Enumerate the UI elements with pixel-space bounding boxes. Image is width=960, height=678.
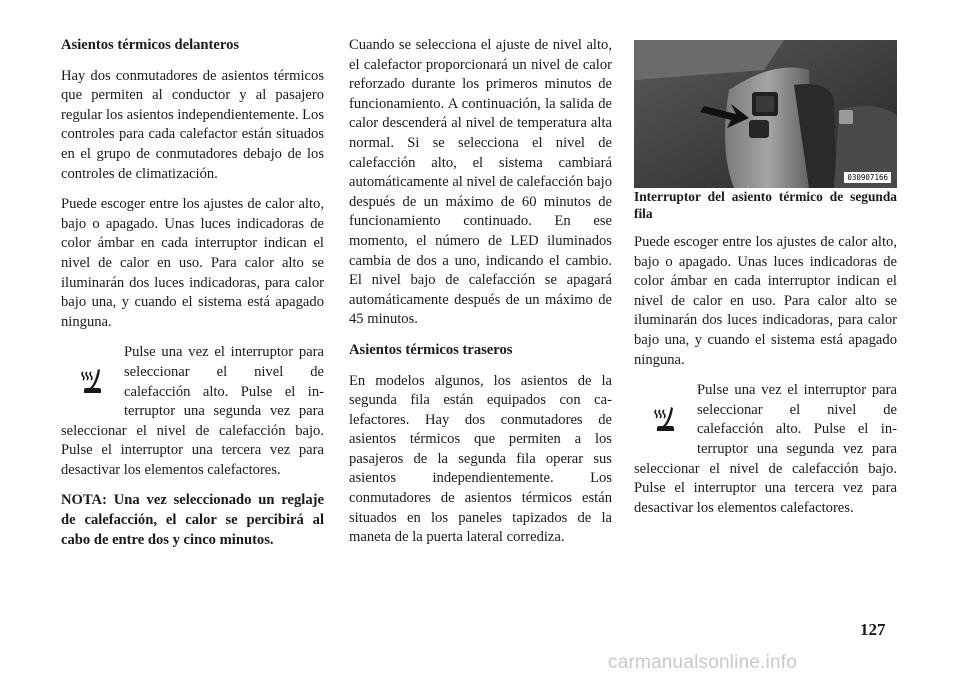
section-heading-front: Asientos térmicos delanteros [61,37,240,53]
right-column [634,36,897,529]
heated-seat-icon [634,381,697,459]
paragraph: En modelos algunos, los asientos de la segunda fila están equipados con calefactores. Hay dos conmutadores de asientos térmicos que permiten a los pasajeros de la segunda fila operar sus asientos independientemente. Los conmutadores de asientos térmicos están situados en los paneles tapizados de la maneta de la puerta lateral corrediza. [349,372,612,546]
rear-seat-heater-switch-photo [634,40,897,188]
figure-caption: Interruptor del asiento térmico de segunda fila [634,189,897,221]
paragraph: Cuando se selecciona el ajuste de nivel alto, el calefactor proporcionará un nivel de calor reforzado durante los primeros minutos de funcionamiento. A continuación, la salida de calor descenderá al nivel de temperatura alta normal. Si se selecciona el nivel de calefacción alto, el sistema cambiará automáticamente al nivel de calefacción bajo después de un máximo de 60 minutos de funcionamiento continuado. En ese momento, el número de LED iluminados cambia de dos a uno, indicando el cambio. El nivel bajo de calefacción se apagará automáticamente después de un máximo de 45 minutos. [349,37,612,328]
left-column [61,36,324,561]
watermark[interactable]: carmanualsonline.info [608,652,798,673]
instruction-with-icon [61,343,324,480]
instruction-text: Pulse una vez el interruptor para seleccionar el nivel de calefacción alto. Pulse el interruptor una segunda vez para seleccionar el nivel de calefacción bajo. Pulse el interruptor una tercera vez para desactivar los elementos calefactores. [61,344,324,478]
heated-seat-icon [61,343,124,421]
instruction-with-icon [634,381,897,518]
note: NOTA: Una vez seleccionado un reglaje de calefacción, el calor se percibirá al cabo de entre dos y cinco minutos. [61,492,324,548]
paragraph: Hay dos conmutadores de asientos térmicos que permiten al conductor y al pasajero regular los asientos independientemente. Los controles para cada calefactor están situados en el grupo de conmutadores debajo de los controles de climatización. [61,67,325,182]
paragraph: Puede escoger entre los ajustes de calor alto, bajo o apagado. Unas luces indicadoras de color ámbar en cada interruptor indican el nivel de calor en uso. Para calor alto se iluminarán dos luces indicadoras, para calor bajo una, y cuando el sistema está apagado ninguna. [634,234,897,368]
instruction-text: Pulse una vez el interruptor para seleccionar el nivel de calefacción alto. Pulse el interruptor una segunda vez para seleccionar el nivel de calefacción bajo. Pulse el interruptor una tercera vez para desactivar los elementos calefactores. [634,382,897,516]
middle-column [349,36,612,559]
page-number: 127 [860,620,886,639]
paragraph: Puede escoger entre los ajustes de calor alto, bajo o apagado. Unas luces indicadoras de color ámbar en cada interruptor indican el nivel de calor en uso. Para calor alto se iluminarán dos luces indicadoras, para calor bajo una, y cuando el sistema está apagado ninguna. [61,196,324,330]
section-heading-rear: Asientos térmicos traseros [349,341,513,358]
image-code: 030907166 [844,172,891,183]
